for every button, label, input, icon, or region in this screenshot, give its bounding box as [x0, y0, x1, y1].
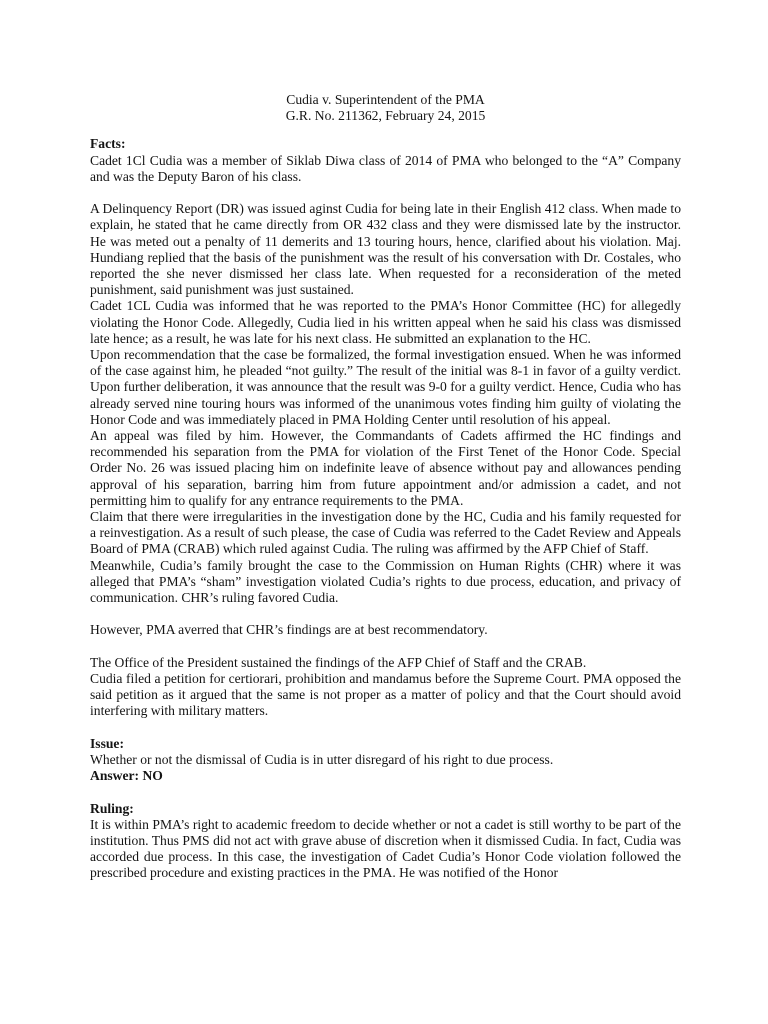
case-title: Cudia v. Superintendent of the PMA [286, 92, 485, 107]
facts-paragraph-9: The Office of the President sustained the findings of the AFP Chief of Staff and the CRAB. [90, 654, 587, 670]
paragraph-spacer [90, 720, 681, 736]
facts-paragraph-2: A Delinquency Report (DR) was issued aginst Cudia for being late in their English 412 class. When made to explain, he stated that he came directly from OR 432 class and they were dismissed late by the instructor. He was meted out a penalty of 11 demerits and 13 touring hours, hence, clarified about his violation. Maj. Hundiang replied that the basis of the punishment was the result of his conversation with Dr. Costales, who reported the she never dismissed her class late. When requested for a reconsideration of the meted punishment, said punishment was just sustained. [90, 201, 681, 298]
issue-text: Whether or not the dismissal of Cudia is in utter disregard of his right to due process. [90, 752, 554, 768]
issue-heading: Issue: [90, 735, 124, 751]
ruling-heading: Ruling: [90, 800, 134, 816]
paragraph-spacer [90, 784, 681, 800]
facts-paragraph-8: However, PMA averred that CHR’s findings are at best recommendatory. [90, 622, 488, 638]
facts-paragraph-1: Cadet 1Cl Cudia was a member of Siklab Diwa class of 2014 of PMA who belonged to the “A” Company and was the Deputy Baron of his class. [90, 152, 681, 184]
facts-paragraph-5: An appeal was filed by him. However, the Commandants of Cadets affirmed the HC findings and recommended his separation from the PMA for violation of the First Tenet of the Honor Code. Special Order No. 26 was issued placing him on indefinite leave of absence without pay and allowances pending approval of his separation, barring him from future appointment and/or admission a cadet, and not permitting him to qualify for any entrance requirements to the PMA. [90, 428, 681, 508]
ruling-text: It is within PMA’s right to academic freedom to decide whether or not a cadet is still worthy to be part of the institution. Thus PMS did not act with grave abuse of discretion when it dismissed Cudia. In fact, Cudia was accorded due process. In this case, the investigation of Cadet Cudia’s Honor Code violation followed the prescribed procedure and existing practices in the PMA. He was notified of the Honor [90, 816, 681, 881]
facts-paragraph-7: Meanwhile, Cudia’s family brought the case to the Commission on Human Rights (CHR) where it was alleged that PMA’s “sham” investigation violated Cudia’s rights to due process, education, and privacy of communication. CHR’s ruling favored Cudia. [90, 557, 681, 606]
facts-paragraph-4: Upon recommendation that the case be formalized, the formal investigation ensued. When he was informed of the case against him, he pleaded “not guilty.” The result of the initial was 8-1 in favor of a guilty verdict. Upon further deliberation, it was announce that the result was 9-0 for a guilty verdict. Hence, Cudia who has already served nine touring hours was informed of the unanimous votes finding him guilty of violating the Honor Code and was immediately placed in PMA Holding Center until resolution of his appeal. [90, 347, 681, 427]
paragraph-spacer [90, 185, 681, 201]
case-header [90, 92, 681, 124]
facts-paragraph-10: Cudia filed a petition for certiorari, prohibition and mandamus before the Supreme Court. PMA opposed the said petition as it argued that the same is not proper as a matter of policy and that the Court should avoid interfering with military matters. [90, 671, 681, 719]
facts-heading: Facts: [90, 136, 126, 152]
paragraph-spacer [90, 606, 681, 622]
facts-paragraph-6: Claim that there were irregularities in the investigation done by the HC, Cudia and his family requested for a reinvestigation. As a result of such please, the case of Cudia was referred to the Cadet Review and Appeals Board of PMA (CRAB) which ruled against Cudia. The ruling was affirmed by the AFP Chief of Staff. [90, 509, 681, 557]
issue-answer: Answer: NO [90, 768, 163, 784]
facts-paragraph-3: Cadet 1CL Cudia was informed that he was reported to the PMA’s Honor Committee (HC) for allegedly violating the Honor Code. Allegedly, Cudia lied in his written appeal when he said his class was dismissed late hence; as a result, he was late for his next class. He submitted an explanation to the HC. [90, 298, 681, 346]
paragraph-spacer [90, 639, 681, 655]
case-citation: G.R. No. 211362, February 24, 2015 [285, 108, 486, 124]
